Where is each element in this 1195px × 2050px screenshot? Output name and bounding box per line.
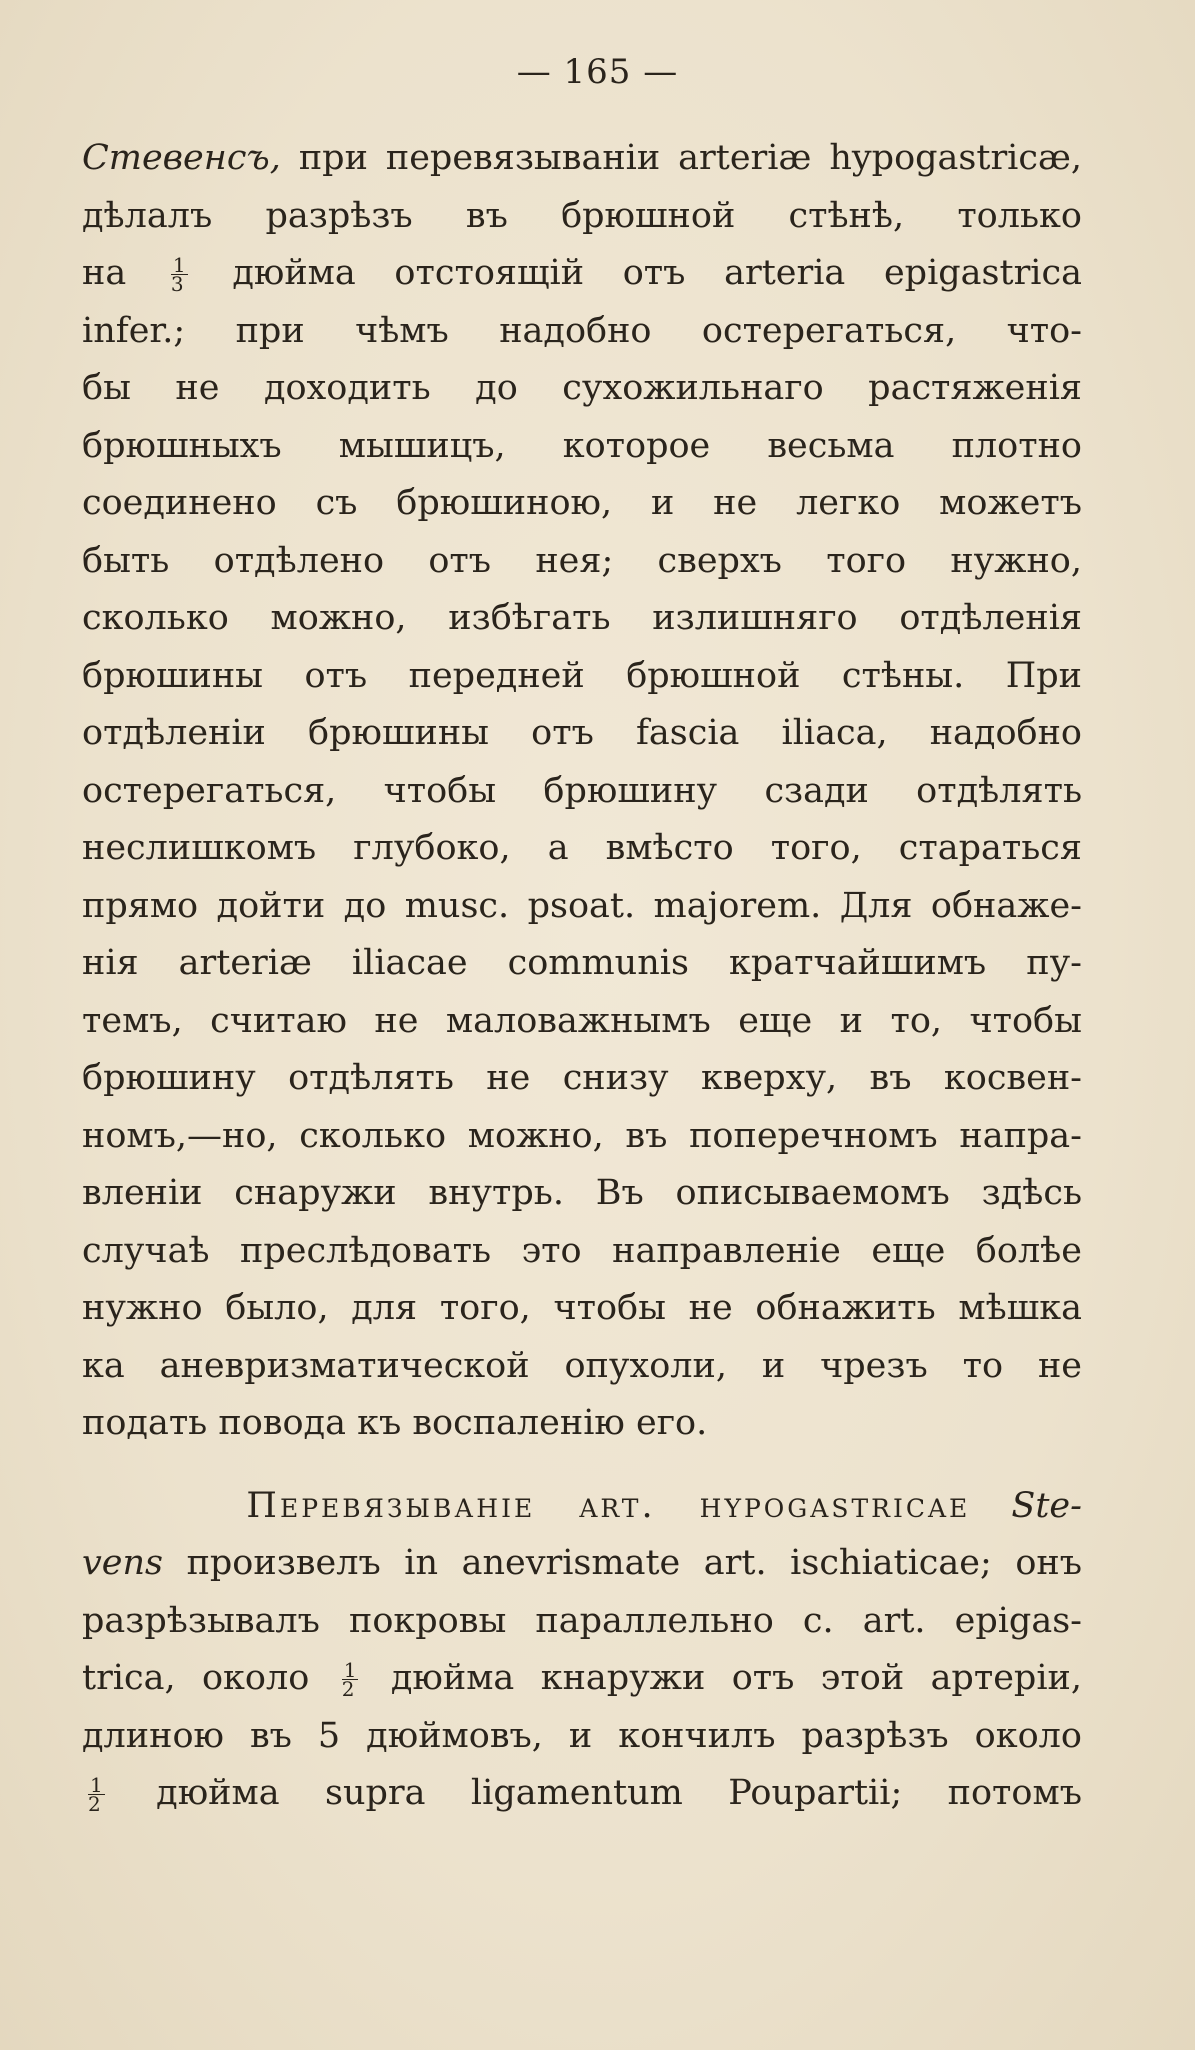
text-line	[82, 130, 1082, 188]
text-line: ка аневризматической опухоли, и чрезъ то не	[82, 1345, 1082, 1386]
text-line: соединено съ брюшиною, и не легко можетъ	[82, 483, 1082, 523]
text-line	[82, 1765, 1082, 1823]
text-line: остерегаться, чтобы брюшину сзади отдѣлять	[82, 770, 1082, 811]
text-line: брюшныхъ мышицъ, которое весьма плотно	[82, 425, 1082, 466]
text-line: нія arteriæ iliacae communis кратчайшимъ пу-	[82, 943, 1082, 983]
fraction-numerator: 1	[90, 1773, 103, 1797]
text-line	[82, 245, 1082, 303]
author-name: Ste-	[1011, 1485, 1082, 1526]
text-line: темъ, считаю не маловажнымъ еще и то, чтобы	[82, 1000, 1082, 1041]
text-span: дюйма supra ligamentum Poupartii; потомъ	[156, 1773, 1082, 1813]
text-line: неслишкомъ глубоко, а вмѣсто того, стараться	[82, 828, 1082, 868]
text-line: быть отдѣлено отъ нея; сверхъ того нужно,	[82, 540, 1082, 581]
text-line: брюшину отдѣлять не снизу кверху, въ косвен-	[82, 1058, 1082, 1098]
text-line: вленіи снаружи внутрь. Въ описываемомъ здѣсь	[82, 1173, 1082, 1213]
page-number: — 165 —	[516, 52, 679, 92]
fraction	[170, 253, 188, 296]
text-line: бы не доходить до сухожильнаго растяженія	[82, 368, 1082, 408]
text-line: прямо дойти до musc. psoat. majorem. Для обнаже-	[82, 885, 1082, 926]
text-line: случаѣ преслѣдовать это направленіе еще болѣе	[82, 1230, 1082, 1271]
section-heading: Перевязываніе art. hypogastricae	[246, 1485, 971, 1526]
fraction-numerator: 1	[343, 1658, 357, 1682]
text-line	[82, 1650, 1082, 1708]
page-body	[82, 130, 1082, 1823]
text-line: дѣлалъ разрѣзъ въ брюшной стѣнѣ, только	[82, 195, 1082, 236]
text-line: нужно было, для того, чтобы не обнажить мѣшка	[82, 1288, 1082, 1328]
text-span: при перевязываніи arteriæ hypogastricæ,	[280, 138, 1082, 178]
text-span: на	[82, 253, 127, 293]
author-name: vens	[82, 1543, 163, 1583]
text-line: номъ,—но, сколько можно, въ поперечномъ напра-	[82, 1115, 1082, 1156]
fraction-denominator: 3	[170, 272, 184, 296]
author-name: Стевенсъ,	[82, 138, 281, 178]
text-line: брюшины отъ передней брюшной стѣны. При	[82, 655, 1082, 696]
fraction-denominator: 2	[341, 1677, 355, 1701]
text-line	[82, 1478, 1082, 1536]
text-line: подать повода къ воспаленію его.	[82, 1403, 708, 1443]
fraction-denominator: 2	[88, 1792, 101, 1816]
text-span: дюйма кнаружи отъ этой артеріи,	[390, 1658, 1082, 1698]
fraction	[341, 1658, 359, 1701]
text-line: отдѣленіи брюшины отъ fascia iliaca, надобно	[82, 713, 1082, 753]
text-line: длиною въ 5 дюймовъ, и кончилъ разрѣзъ около	[82, 1715, 1082, 1756]
paragraph-gap	[82, 1453, 1082, 1478]
fraction	[88, 1773, 105, 1816]
text-line: infer.; при чѣмъ надобно остерегаться, что-	[82, 310, 1082, 351]
text-line: сколько можно, избѣгать излишняго отдѣленія	[82, 598, 1082, 638]
text-span: дюйма отстоящій отъ arteria epigastrica	[232, 253, 1082, 293]
text-span: произвелъ in anevrismate art. ischiaticae; онъ	[163, 1543, 1082, 1583]
text-line	[82, 1535, 1082, 1593]
text-span: trica, около	[82, 1658, 310, 1698]
text-line: разрѣзывалъ покровы параллельно с. art. epigas-	[82, 1600, 1082, 1641]
fraction-numerator: 1	[172, 253, 186, 277]
